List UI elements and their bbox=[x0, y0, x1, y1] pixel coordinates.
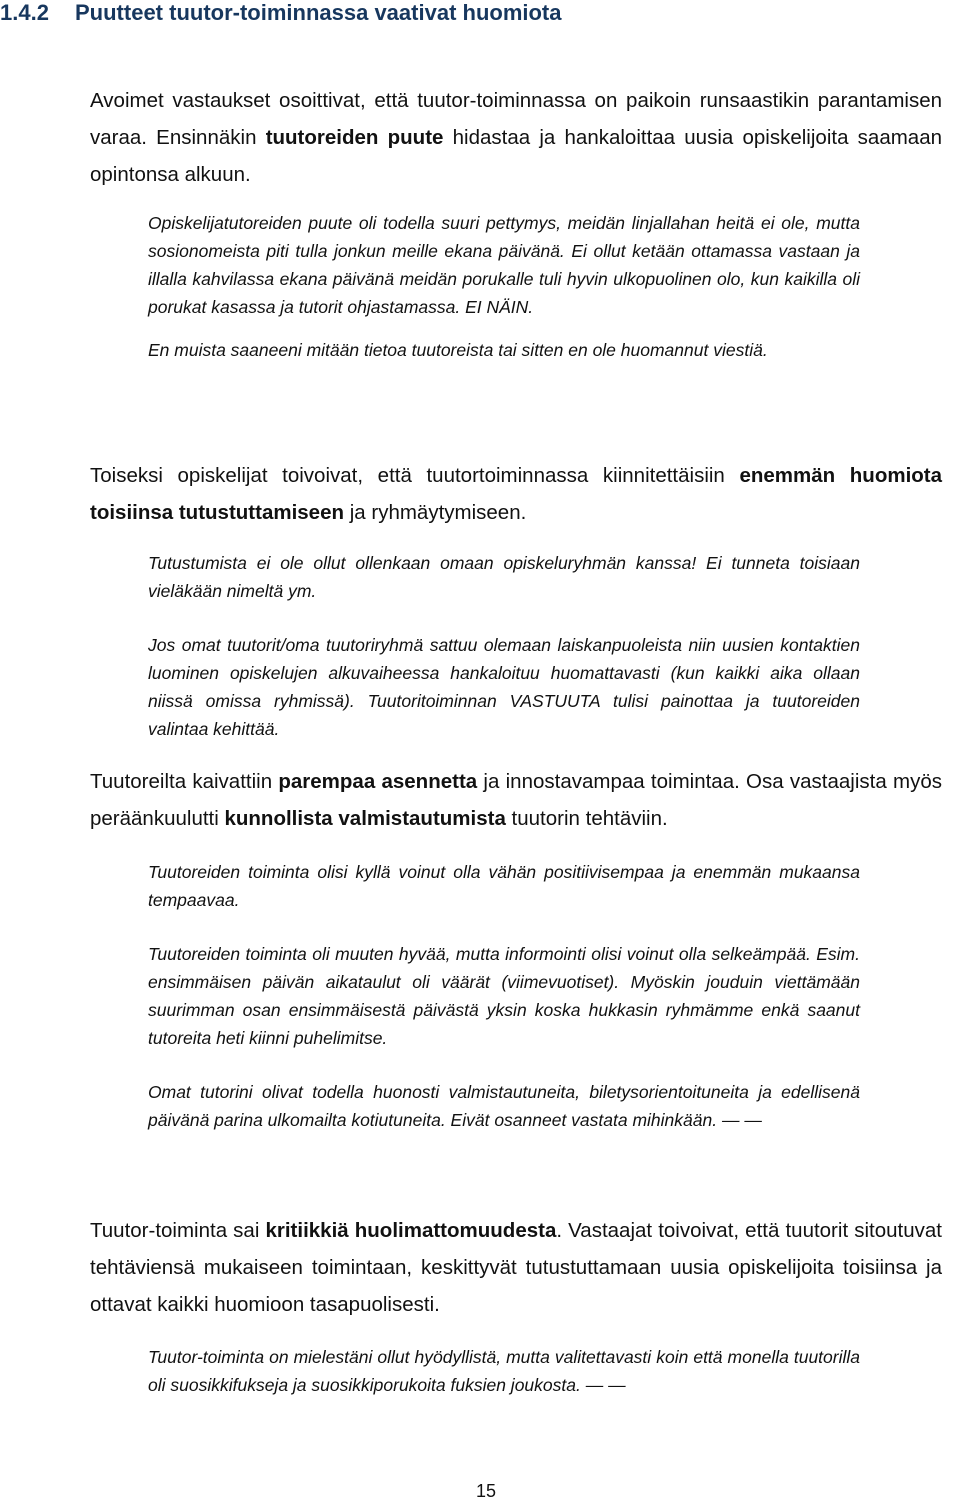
paragraph-text: tuutorin tehtäviin. bbox=[505, 807, 668, 830]
quote-text: Tuutor-toiminta on mielestäni ollut hyödyllistä, mutta valitettavasti koin että monella tuutorilla oli suosikkifukseja ja suosikkiporukoita fuksien joukosta. — — bbox=[148, 1347, 860, 1395]
paragraph-text: hidastaa ja hankaloittaa uusia opiskelijoita saamaan opintonsa alkuun. bbox=[90, 126, 943, 186]
paragraph-text: Tuutor-toiminta sai bbox=[90, 1219, 266, 1242]
page-number: 15 bbox=[475, 1481, 497, 1501]
quote-text: Omat tutorini olivat todella huonosti valmistautuneita, biletysorientoituneita ja edellisenä päivänä parina ulkomailta kotiutuneita. Eivät osanneet vastata mihinkään. — — bbox=[148, 1082, 860, 1130]
quote-text: En muista saaneeni mitään tietoa tuutoreista tai sitten en ole huomannut viestiä. bbox=[148, 340, 768, 360]
quote-block-1 bbox=[148, 209, 860, 364]
paragraph-2 bbox=[90, 457, 942, 531]
quote-text: Jos omat tuutorit/oma tuutoriryhmä sattuu olemaan laiskanpuoleista niin uusien kontaktien luominen opiskelujen alkuvaiheessa hankaloituu huomattavasti (kun kaikki aika ollaan niissä omissa ryhmissä). Tuutoritoiminnan VASTUUTA tulisi painottaa ja tuutoreiden valintaa kehittää. bbox=[148, 635, 860, 739]
quote-block-4 bbox=[148, 1343, 860, 1399]
section-title: Puutteet tuutor-toiminnassa vaativat huomiota bbox=[75, 0, 562, 25]
paragraph-text: . Vastaajat toivoivat, että tuutorit sitoutuvat tehtäviensä mukaiseen toimintaan, keskittyvät tutustuttamaan uusia opiskelijoita toisiinsa ja ottavat kaikki huomioon tasapuolisesti. bbox=[90, 1219, 942, 1316]
paragraph-4 bbox=[90, 1212, 942, 1323]
emphasis-text: parempaa asennetta bbox=[278, 770, 478, 793]
quote-block-3 bbox=[148, 858, 860, 1134]
paragraph-text: ja ryhmäytymiseen. bbox=[344, 501, 527, 524]
quote-block-2 bbox=[148, 549, 860, 743]
quote-text: Opiskelijatutoreiden puute oli todella suuri pettymys, meidän linjallahan heitä ei ole, mutta sosionomeista piti tulla jonkun meille ekana päivänä. Ei ollut ketään ottamassa vastaan ja illalla kahvilassa ekana päivänä meidän porukalle tuli hyvin ulkopuolinen olo, kun kaikilla oli porukat kasassa ja tutorit ohjastamassa. EI NÄIN. bbox=[148, 213, 860, 317]
quote-text: Tutustumista ei ole ollut ollenkaan omaan opiskeluryhmän kanssa! Ei tunneta toisiaan vieläkään nimeltä ym. bbox=[148, 553, 860, 601]
emphasis-text: enemmän huomiota toisiinsa tutustuttamiseen bbox=[90, 464, 943, 524]
paragraph-1 bbox=[90, 82, 942, 193]
section-heading bbox=[0, 0, 562, 26]
paragraph-text: Toiseksi opiskelijat toivoivat, että tuutortoiminnassa kiinnitettäisiin bbox=[90, 464, 740, 487]
emphasis-text: kritiikkiä huolimattomuudesta bbox=[265, 1219, 557, 1242]
paragraph-text: ja innostavampaa toimintaa. Osa vastaajista myös peräänkuulutti bbox=[90, 770, 942, 830]
paragraph-text: Avoimet vastaukset osoittivat, että tuutor-toiminnassa on paikoin runsaastikin parantamisen varaa. Ensinnäkin bbox=[90, 89, 942, 149]
emphasis-text: tuutoreiden puute bbox=[265, 126, 444, 149]
emphasis-text: kunnollista valmistautumista bbox=[224, 807, 506, 830]
quote-text: Tuutoreiden toiminta oli muuten hyvää, mutta informointi olisi voinut olla selkeämpää. Esim. ensimmäisen päivän aikataulut oli väärät (viimevuotiset). Myöskin jouduin viettämään suurimman osan ensimmäisestä päivästä yksin koska hukkasin ryhmämme enkä saanut tutoreita heti kiinni puhelimitse. bbox=[148, 944, 860, 1048]
paragraph-3 bbox=[90, 763, 942, 837]
section-number: 1.4.2 bbox=[0, 0, 49, 25]
quote-text: Tuutoreiden toiminta olisi kyllä voinut olla vähän positiivisempaa ja enemmän mukaansa tempaavaa. bbox=[148, 862, 860, 910]
paragraph-text: Tuutoreilta kaivattiin bbox=[90, 770, 279, 793]
